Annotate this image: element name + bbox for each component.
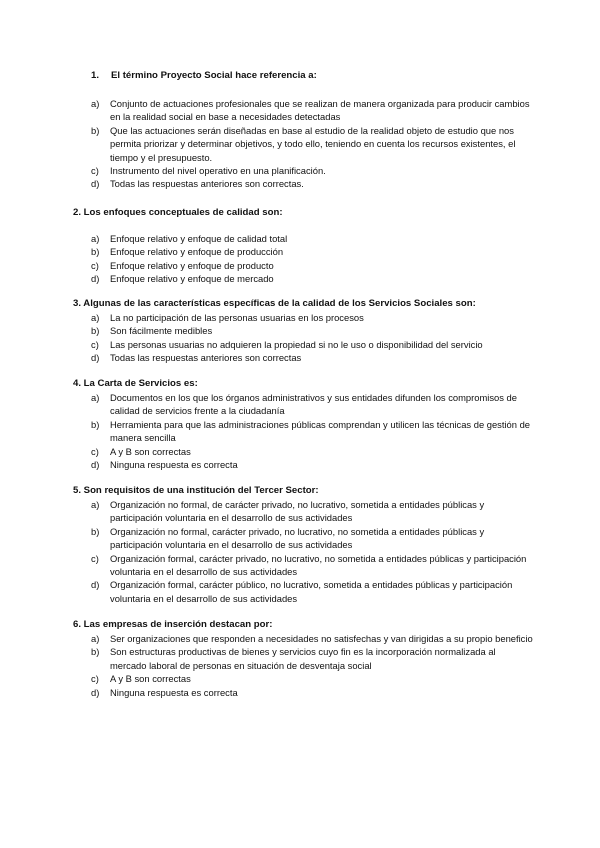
question-number: 1. — [91, 70, 100, 81]
option-c — [73, 672, 533, 685]
question-title: 4. La Carta de Servicios es: — [73, 378, 198, 389]
question-2 — [73, 206, 533, 286]
question-title: 2. Los enfoques conceptuales de calidad son: — [73, 207, 283, 218]
option-text: Ninguna respuesta es correcta — [110, 459, 238, 471]
option-text: Enfoque relativo y enfoque de calidad total — [110, 233, 288, 244]
option-text: Enfoque relativo y enfoque de producción — [110, 246, 284, 258]
question-title: 6. Las empresas de inserción destacan por: — [73, 619, 273, 630]
option-a — [73, 391, 533, 418]
option-letter: b) — [91, 525, 100, 537]
option-letter: b) — [91, 246, 100, 258]
option-letter: a) — [91, 312, 100, 323]
option-text: Son fácilmente medibles — [110, 325, 213, 337]
option-b — [73, 645, 533, 672]
option-a — [73, 311, 533, 324]
question-title: 5. Son requisitos de una institución del Tercer Sector: — [73, 485, 319, 496]
option-d — [73, 458, 533, 471]
option-c — [73, 164, 533, 177]
option-letter: b) — [91, 646, 100, 658]
option-letter: d) — [91, 579, 100, 591]
option-text: Documentos en los que los órganos administrativos y sus entidades difunden los compromisos de calidad de servicios frente a la ciudadanía — [110, 392, 517, 417]
question-title: 3. Algunas de las características específicas de la calidad de los Servicios Sociales son: — [73, 298, 476, 309]
option-d — [73, 177, 533, 190]
option-text: Que las actuaciones serán diseñadas en base al estudio de la realidad objeto de estudio que nos permita priorizar y determinar objetivos, y todo ello, teniendo en cuenta los recursos existentes, el tiempo y el presupuesto. — [110, 124, 516, 163]
option-letter: d) — [91, 352, 100, 364]
option-letter: a) — [91, 233, 100, 244]
option-letter: c) — [91, 552, 99, 564]
option-letter: d) — [91, 459, 100, 471]
option-text: Organización formal, carácter público, no lucrativo, sometida a entidades públicas y participación voluntaria en el desarrollo de sus actividades — [110, 579, 513, 604]
option-text: Las personas usuarias no adquieren la propiedad si no le uso o disponibilidad del servicio — [110, 338, 483, 350]
option-letter: c) — [91, 338, 99, 350]
options-list — [73, 391, 533, 471]
question-6 — [73, 618, 533, 699]
option-b — [73, 418, 533, 445]
option-a — [73, 232, 533, 245]
option-c — [73, 552, 533, 579]
option-b — [73, 124, 533, 164]
options-list — [73, 232, 533, 286]
option-letter: a) — [91, 499, 100, 510]
option-text: Organización formal, carácter privado, no lucrativo, no sometida a entidades públicas y participación voluntaria en el desarrollo de sus actividades — [110, 552, 527, 578]
question-title — [73, 69, 533, 82]
options-list — [73, 632, 533, 699]
option-letter: d) — [91, 273, 100, 285]
option-b — [73, 525, 533, 552]
option-c — [73, 338, 533, 351]
option-text: Ninguna respuesta es correcta — [110, 686, 238, 698]
option-letter: a) — [91, 98, 100, 109]
option-letter: c) — [91, 445, 99, 457]
option-text: Todas las respuestas anteriores son correctas — [110, 352, 302, 364]
option-text: Herramienta para que las administraciones públicas comprendan y utilicen las técnicas de gestión de manera sencilla — [110, 418, 531, 444]
option-letter: b) — [91, 325, 100, 337]
option-a — [73, 632, 533, 645]
option-c — [73, 445, 533, 458]
question-3 — [73, 297, 533, 365]
option-text: Enfoque relativo y enfoque de producto — [110, 259, 274, 271]
option-c — [73, 259, 533, 272]
option-letter: a) — [91, 633, 100, 644]
option-text: Enfoque relativo y enfoque de mercado — [110, 273, 274, 285]
option-letter: a) — [91, 392, 100, 403]
option-letter: c) — [91, 259, 99, 271]
options-list — [73, 97, 533, 191]
option-text: Instrumento del nivel operativo en una planificación. — [110, 165, 326, 177]
option-b — [73, 324, 533, 337]
option-d — [73, 686, 533, 699]
option-d — [73, 351, 533, 364]
option-text: Organización no formal, de carácter privado, no lucrativo, sometida a entidades públicas y participación voluntaria en el desarrollo de sus actividades — [110, 499, 485, 524]
option-letter: c) — [91, 165, 99, 177]
question-title-text: El término Proyecto Social hace referencia a: — [111, 70, 317, 81]
question-1 — [73, 69, 533, 191]
question-5 — [73, 484, 533, 605]
option-text: Organización no formal, carácter privado, no lucrativo, no sometida a entidades públicas y participación voluntaria en el desarrollo de sus actividades — [110, 525, 485, 551]
option-a — [73, 498, 533, 525]
question-4 — [73, 377, 533, 471]
option-text: Son estructuras productivas de bienes y servicios cuyo fin es la incorporación normalizada al mercado laboral de personas en situación de desventaja social — [110, 646, 496, 671]
option-letter: d) — [91, 686, 100, 698]
option-letter: b) — [91, 418, 100, 430]
option-b — [73, 245, 533, 258]
option-text: A y B son correctas — [110, 673, 191, 685]
option-d — [73, 272, 533, 285]
option-letter: d) — [91, 178, 100, 190]
option-a — [73, 97, 533, 124]
option-letter: b) — [91, 124, 100, 136]
options-list — [73, 498, 533, 605]
option-text: Todas las respuestas anteriores son correctas. — [110, 178, 304, 190]
option-text: Conjunto de actuaciones profesionales que se realizan de manera organizada para producir cambios en la realidad social en base a necesidades detectadas — [110, 98, 530, 123]
options-list — [73, 311, 533, 365]
option-text: La no participación de las personas usuarias en los procesos — [110, 312, 364, 323]
option-text: Ser organizaciones que responden a necesidades no satisfechas y van dirigidas a su propio beneficio — [110, 633, 533, 644]
option-text: A y B son correctas — [110, 445, 191, 457]
option-letter: c) — [91, 673, 99, 685]
option-d — [73, 578, 533, 605]
